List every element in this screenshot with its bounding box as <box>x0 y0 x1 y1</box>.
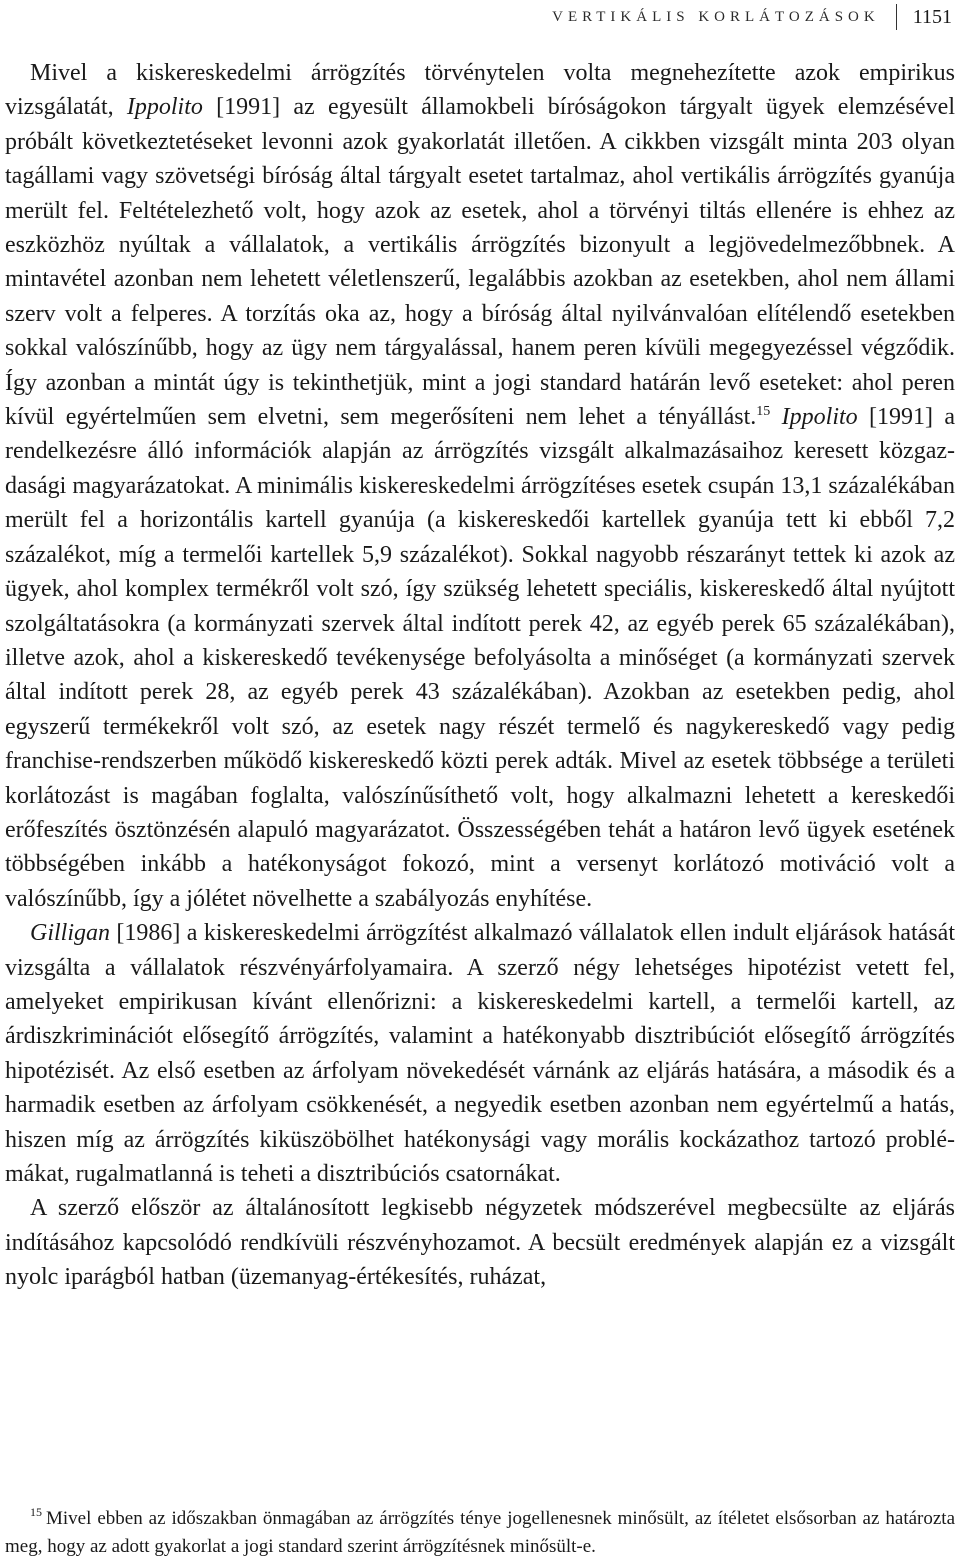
footnote-text: Mivel ebben az időszakban önmagában az árrögzítés ténye jogellenesnek minősült, az ítéletet elsősorban az határozta meg, hogy az adott gyakorlat a jogi standard szerint árrögzítésnek minősült-e. <box>5 1508 955 1557</box>
text-run: [1991] az egyesült államokbeli bíróságokon tárgyalt ügyek elemzésével próbált következtetéseket levonni azok gyakorlatát illetően. A cikkben vizsgált minta 203 olyan tagállami vagy szövetségi bíróság által tárgyalt esetet tartalmaz, ahol vertikális árrögzítés gyanúja merült fel. Feltételezhető volt, hogy azok az esetek, ahol a törvényi tiltás ellenére is ehhez az eszközhöz nyúltak a vállalatok, a vertikális árrögzítés bizonyult a legjövedelmezőbbnek. A mintavétel azonban nem lehetett véletlenszerű, legalábbis azokban az esetekben, ahol nem állami szerv volt a felperes. A torzítás oka az, hogy a bíróság által nyilvánvalóan elítélendő esetekben sokkal valószínűbb, hogy az ügy nem tárgyalással, hanem peren kívüli megegyezéssel végződik. Így azonban a mintát úgy is tekinthetjük, mint a jogi standard határán levő eseteket: ahol peren kívül egyértelműen sem elvetni, sem megerősíteni nem lehet a tényállást. <box>5 94 955 431</box>
paragraph-gilligan <box>5 916 955 1191</box>
footnote-reference[interactable]: 15 <box>756 404 771 420</box>
body-text <box>5 56 955 1295</box>
footnote <box>5 1505 955 1561</box>
header-divider <box>896 4 897 30</box>
author-citation: Ippolito <box>126 94 203 121</box>
paragraph-method <box>5 1191 955 1294</box>
text-run: A szerző először az általánosított legkisebb négyzetek módszerével megbecsülte az eljárás indításához kapcsolódó rendkívüli részvényhozamot. A becsült eredmények alapján ez a vizsgált nyolc iparágból hatban (üzemanyag-értékesítés, ruházat, <box>5 1195 955 1291</box>
page-number: 1151 <box>912 5 952 28</box>
footnote-mark: 15 <box>30 1505 42 1519</box>
author-citation: Ippolito <box>781 404 858 431</box>
author-citation: Gilligan <box>30 920 111 947</box>
text-run: Mivel a kiskereskedelmi árrögzítés törvénytelen volta megnehezítette azok empirikus vizsgálatát, <box>5 60 955 121</box>
running-header <box>552 2 952 32</box>
running-title: VERTIKÁLIS KORLÁTOZÁSOK <box>552 8 880 25</box>
paragraph-ippolito <box>5 56 955 916</box>
text-run: [1986] a kiskereskedelmi árrögzítést alkalmazó vállalatok ellen indult eljárások hatását vizsgálta a vállalatok részvényárfolyamaira. A szerző négy lehetséges hipotézist vetett fel, amelyeket empirikusan kívánt ellenőrizni: a kiskereskedelmi kartell, a termelői kartell, az árdiszkriminációt elősegítő árrögzítés, valamint a hatékonyabb disztribúciót elősegítő árrögzítés hipotézisét. Az első esetben az árfolyam növekedését várnánk az eljárás hatására, a második és a harmadik esetben az árfolyam csökkenését, a negyedik esetben azonban nem egyértelmű a hatás, hiszen míg az árrögzítés kiküszöbölhet hatékonysági vagy morális kockázathoz tartozó problémákat, rugalmatlanná is teheti a disztribúciós csatornákat. <box>5 920 955 1187</box>
text-run: [1991] a rendelkezésre álló információk alapján az árrögzítés vizsgált alkalmazásaihoz keresett közgazdasági magyarázatokat. A minimális kiskereskedelmi árrögzítéses esetek csupán 13,1 százalékában merült fel a horizontális kartell gyanúja (a kiskereskedői kartellek gyanúja tett ki ebből 7,2 százalékot, míg a termelői kartellek 5,9 százalékot). Sokkal nagyobb részarányt tettek ki azok az ügyek, ahol komplex termékről volt szó, így szükség lehetett speciális, kiskereskedő által nyújtott szolgáltatásokra (a kormányzati szervek által indított perek 42, az egyéb perek 65 százalékában), illetve azok, ahol a kiskereskedő tevékenysége befolyásolta a minőséget (a kormányzati szervek által indított perek 28, az egyéb perek 43 százalékában). Azokban az esetekben pedig, ahol egyszerű termékekről volt szó, az esetek nagy részét termelő és nagykereskedő vagy pedig franchise-rendszerben működő kiskereskedő közti perek adták. Mivel az esetek többsége a területi korlátozást is magában foglalta, valószínűsíthető volt, hogy alkalmazni lehetett a kereskedői erőfeszítés ösztönzésén alapuló magyarázatot. Összességében tehát a határon levő ügyek esetének többségében inkább a hatékonyságot fokozó, mint a versenyt korlátozó motiváció volt a valószínűbb, így a jólétet növelhette a szabályozás enyhítése. <box>5 404 955 912</box>
